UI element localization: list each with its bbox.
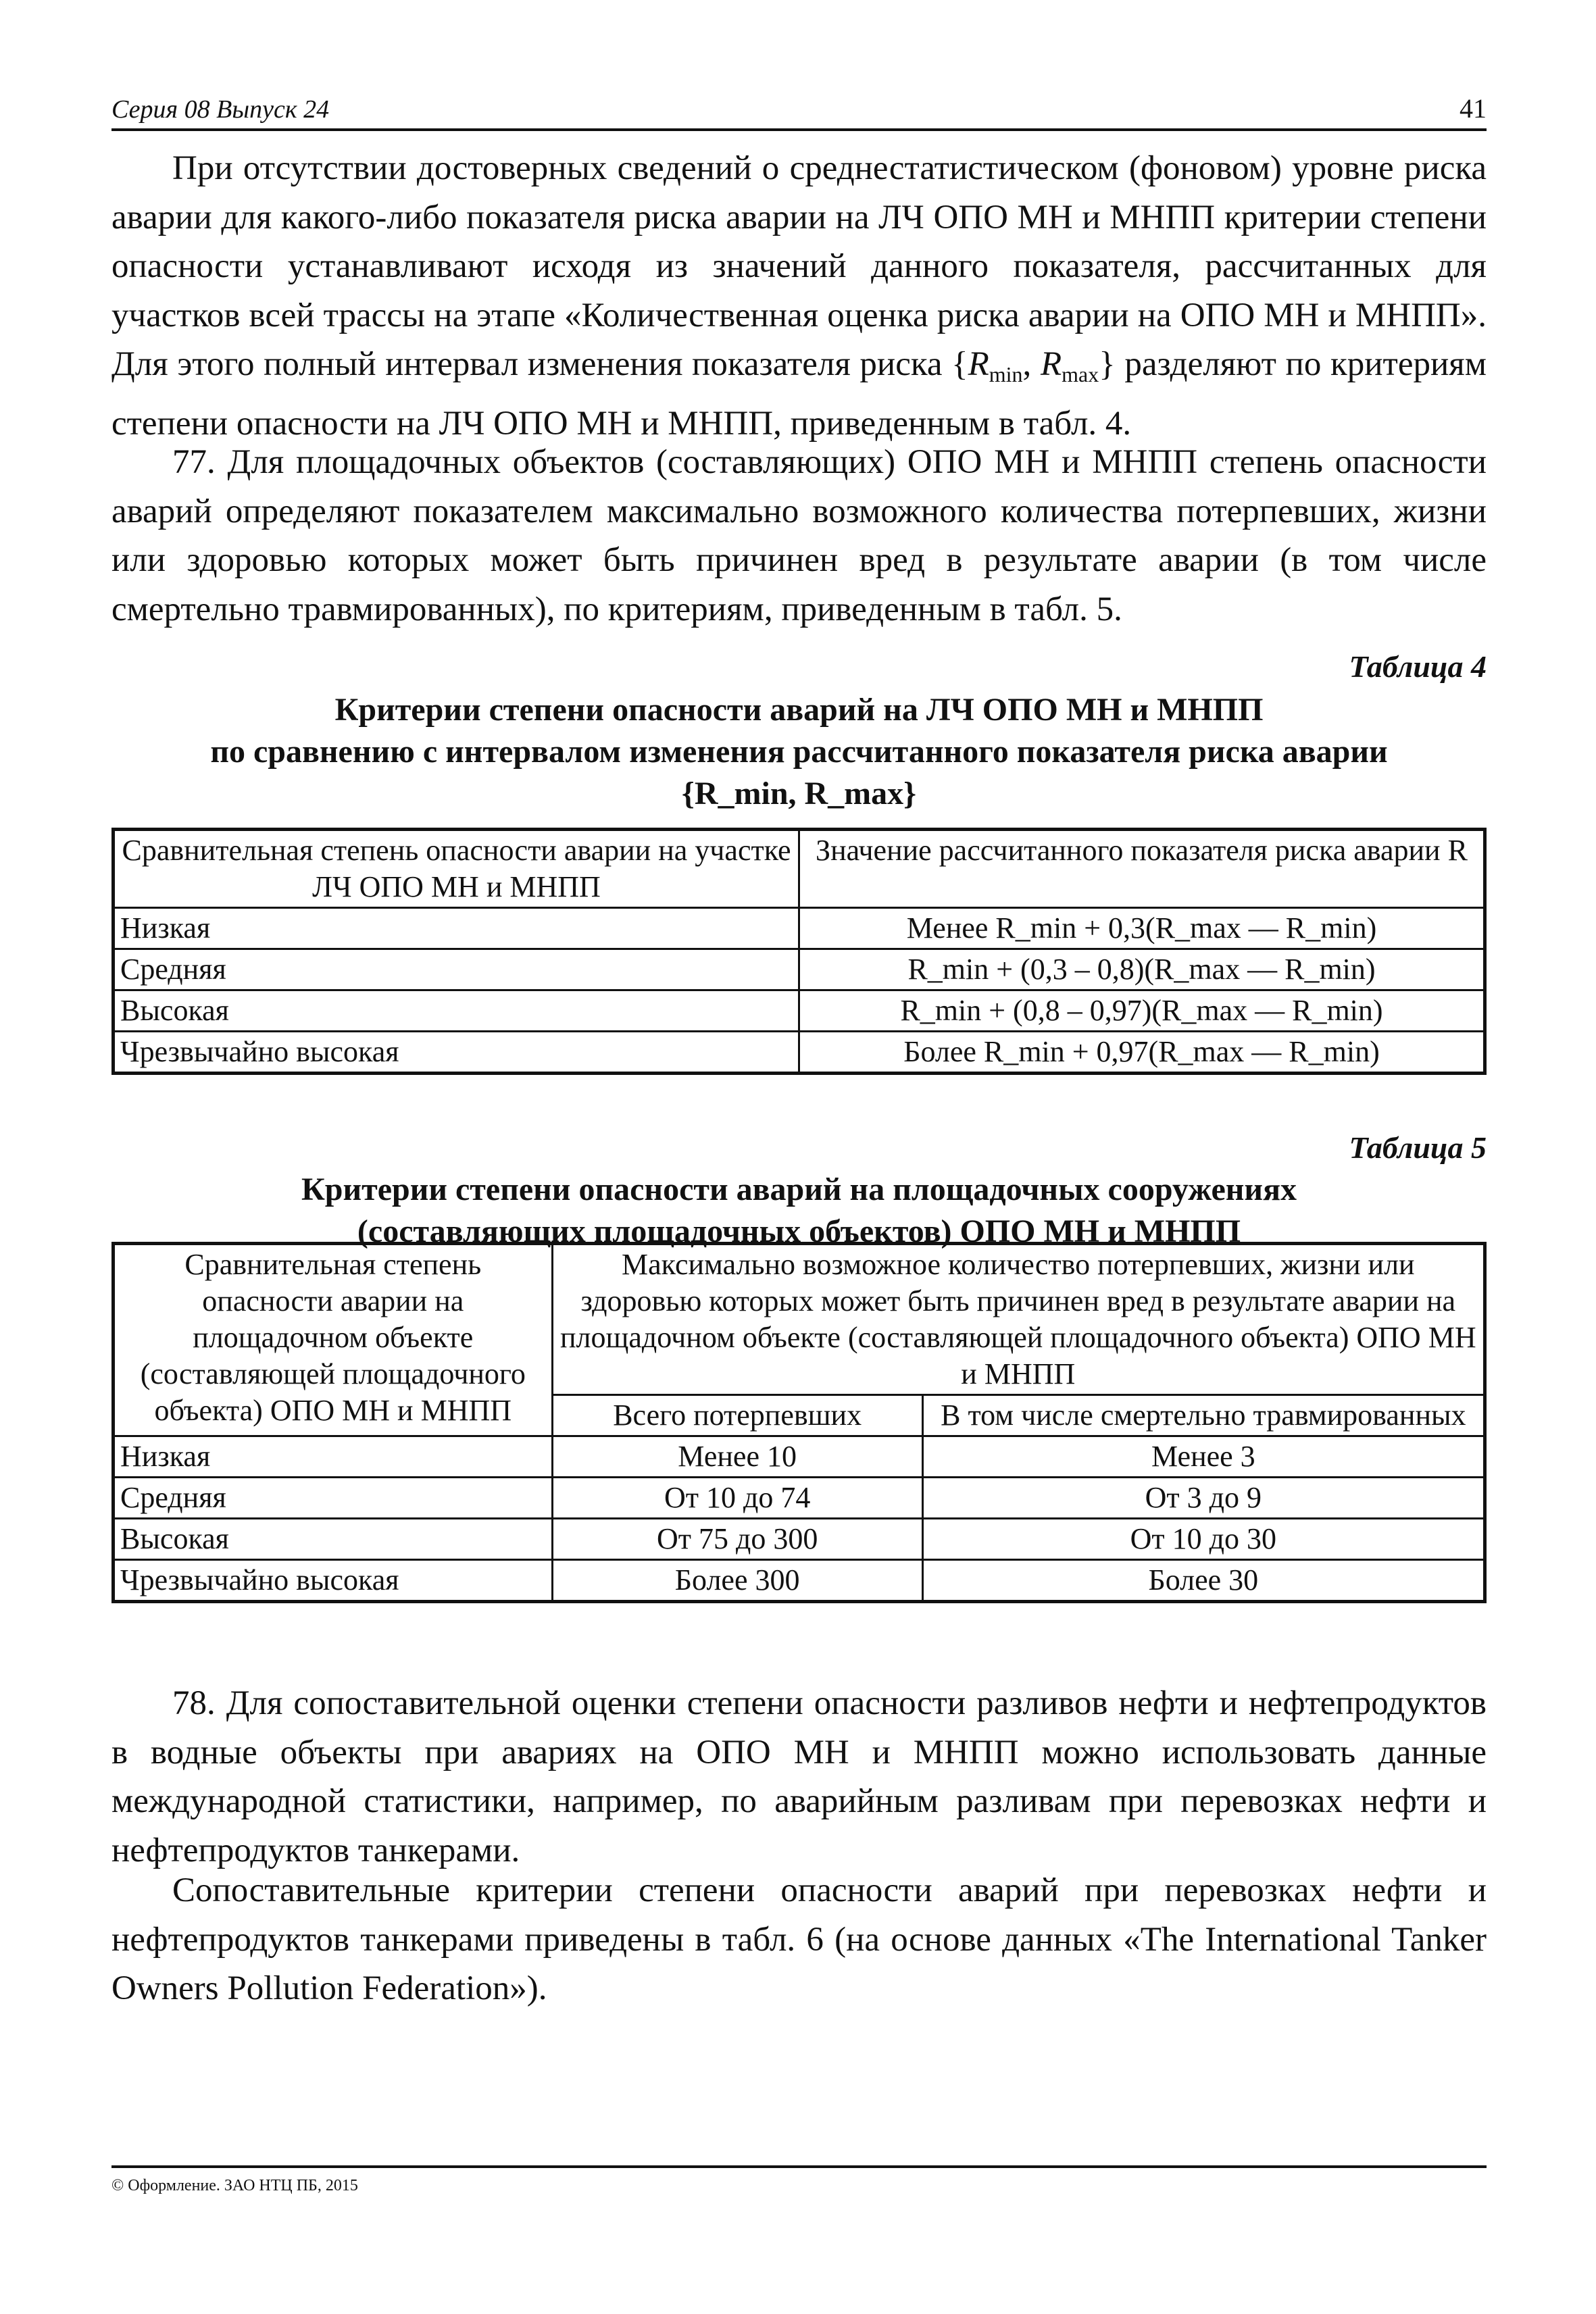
footer-divider xyxy=(111,2165,1487,2168)
table5-label: Таблица 5 xyxy=(1349,1130,1487,1165)
table5-title-line2: (составляющих площадочных объектов) ОПО МН и МНПП xyxy=(357,1213,1241,1249)
table-row xyxy=(114,1560,1485,1602)
table-row xyxy=(114,1032,1485,1074)
paragraph-text: } разделяют по критериям степени опасности на ЛЧ ОПО МН и МНПП, приведенным в табл. 4. xyxy=(111,345,1487,443)
table-cell: От 3 до 9 xyxy=(922,1478,1485,1519)
table-row xyxy=(114,908,1485,949)
table-header-cell: Значение рассчитанного показателя риска аварии R xyxy=(799,830,1485,908)
table-cell: Менее 3 xyxy=(922,1436,1485,1478)
copyright-note: © Оформление. ЗАО НТЦ ПБ, 2015 xyxy=(111,2177,358,2194)
table5 xyxy=(111,1242,1487,1603)
table-cell: Более 300 xyxy=(552,1560,922,1602)
table5-title xyxy=(111,1169,1487,1253)
running-header xyxy=(111,93,1487,131)
page-number: 41 xyxy=(1460,93,1487,124)
table-cell: Высокая xyxy=(114,990,799,1032)
paragraph-tanker-criteria: Сопоставительные критерии степени опасности аварий при перевозках нефти и нефтепродуктов танкерами приведены в табл. 6 (на основе данных «The International Tanker Owners Pollution Federation»). xyxy=(111,1871,1487,2007)
table-cell: Менее 10 xyxy=(552,1436,922,1478)
table-cell: Менее R_min + 0,3(R_max — R_min) xyxy=(799,908,1485,949)
table-cell: Более 30 xyxy=(922,1560,1485,1602)
symbol-r: R xyxy=(1040,345,1062,383)
table-header-group: Максимально возможное количество потерпевших, жизни или здоровью которых может быть причинен вред в результате аварии на площадочном объекте (составляющей площадочного объекта) ОПО МН и МНПП xyxy=(552,1244,1485,1395)
subscript-min: min xyxy=(989,362,1023,386)
table-header-row xyxy=(114,1244,1485,1395)
table4 xyxy=(111,828,1487,1075)
table-cell: R_min + (0,8 – 0,97)(R_max — R_min) xyxy=(799,990,1485,1032)
table-header-cell: Сравнительная степень опасности аварии на участке ЛЧ ОПО МН и МНПП xyxy=(114,830,799,908)
table-cell: Высокая xyxy=(114,1519,553,1560)
table-cell: От 10 до 30 xyxy=(922,1519,1485,1560)
table-cell: Средняя xyxy=(114,949,799,990)
paragraph-77: 77. Для площадочных объектов (составляющих) ОПО МН и МНПП степень опасности аварий определяют показателем максимально возможного количества потерпевших, жизни или здоровью которых может быть причинен вред в результате аварии (в том числе смертельно травмированных), по критериям, приведенным в табл. 5. xyxy=(111,443,1487,628)
table4-title-line1: Критерии степени опасности аварий на ЛЧ ОПО МН и МНПП xyxy=(334,692,1264,728)
table-cell: От 10 до 74 xyxy=(552,1478,922,1519)
table-cell: R_min + (0,3 – 0,8)(R_max — R_min) xyxy=(799,949,1485,990)
table4-title-line2: по сравнению с интервалом изменения рассчитанного показателя риска аварии xyxy=(210,734,1388,770)
table-header-cell: В том числе смертельно травмированных xyxy=(922,1395,1485,1436)
symbol-r: R xyxy=(968,345,989,383)
series-title: Серия 08 Выпуск 24 xyxy=(111,95,330,124)
comma: , xyxy=(1022,345,1041,383)
paragraph-78: 78. Для сопоставительной оценки степени опасности разливов нефти и нефтепродуктов в водные объекты при авариях на ОПО МН и МНПП можно использовать данные международной статистики, например, по аварийным разливам при перевозках нефти и нефтепродуктов танкерами. xyxy=(111,1684,1487,1869)
table-row xyxy=(114,1478,1485,1519)
table4-label: Таблица 4 xyxy=(1349,649,1487,684)
table-header-row xyxy=(114,830,1485,908)
table-row xyxy=(114,949,1485,990)
table-cell: Низкая xyxy=(114,1436,553,1478)
table-row xyxy=(114,990,1485,1032)
table4-title xyxy=(111,689,1487,815)
table-cell: От 75 до 300 xyxy=(552,1519,922,1560)
table-header-cell: Всего потерпевших xyxy=(552,1395,922,1436)
table4-title-line3: {R_min, R_max} xyxy=(681,776,917,811)
table-cell: Чрезвычайно высокая xyxy=(114,1032,799,1074)
table-cell: Низкая xyxy=(114,908,799,949)
paragraph-text: При отсутствии достоверных сведений о среднестатистическом (фоновом) уровне риска аварии для какого-либо показателя риска аварии на ЛЧ ОПО МН и МНПП критерии степени опасности устанавливают исходя из значений данного показателя, рассчитанных для участков всей трассы на этапе «Количественная оценка риска аварии на ОПО МН и МНПП». Для этого полный интервал изменения показателя риска { xyxy=(111,149,1487,383)
table-cell: Чрезвычайно высокая xyxy=(114,1560,553,1602)
table-row xyxy=(114,1519,1485,1560)
table5-title-line1: Критерии степени опасности аварий на площадочных сооружениях xyxy=(301,1172,1297,1207)
table-header-cell: Сравнительная степень опасности аварии на площадочном объекте (составляющей площадочного объекта) ОПО МН и МНПП xyxy=(114,1244,553,1436)
table-cell: Средняя xyxy=(114,1478,553,1519)
table-row xyxy=(114,1436,1485,1478)
table-cell: Более R_min + 0,97(R_max — R_min) xyxy=(799,1032,1485,1074)
paragraph-background-risk xyxy=(111,144,1487,448)
subscript-max: max xyxy=(1062,362,1099,386)
